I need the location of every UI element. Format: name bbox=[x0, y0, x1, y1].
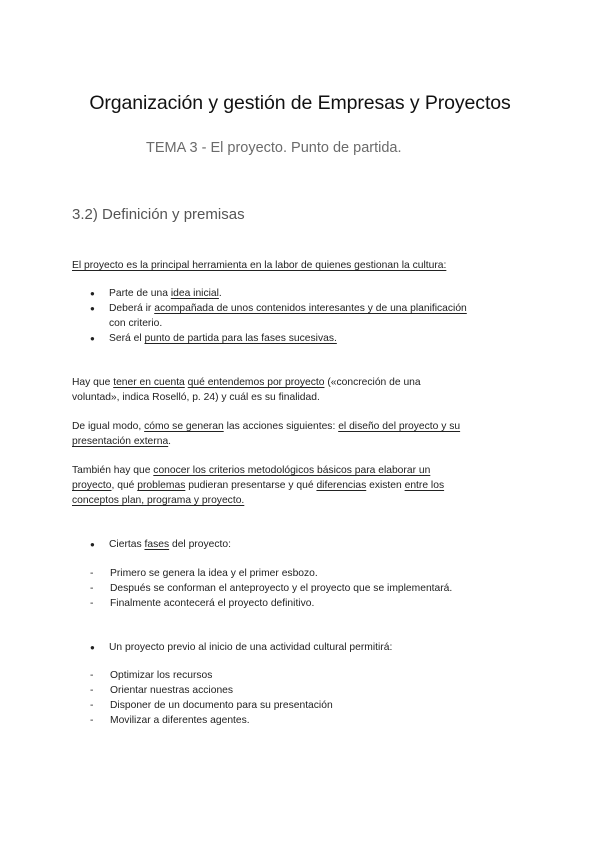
underlined-text: conocer los criterios metodológicos básicos para elaborar un bbox=[153, 465, 431, 476]
phases-bullet bbox=[90, 537, 530, 552]
underlined-text: proyecto bbox=[72, 480, 112, 491]
dash-marker: - bbox=[90, 598, 94, 609]
item-text: Movilizar a diferentes agentes. bbox=[110, 715, 250, 726]
underlined-text: el diseño del proyecto y su bbox=[338, 421, 461, 432]
item-underlined-text: acompañada de unos contenidos interesantes y de una planificación bbox=[154, 303, 467, 314]
item-underlined-text: punto de partida para las fases sucesivas. bbox=[144, 333, 337, 344]
dash-marker: - bbox=[90, 700, 94, 711]
list-item bbox=[90, 683, 530, 698]
text-line: voluntad», indica Roselló, p. 24) y cuál es su finalidad. bbox=[72, 392, 320, 403]
list-item bbox=[90, 301, 530, 316]
dash-marker: - bbox=[90, 715, 94, 726]
paragraph-2 bbox=[72, 419, 532, 449]
text: También hay que bbox=[72, 465, 154, 476]
item-text: Deberá ir bbox=[109, 303, 155, 314]
document-title: Organización y gestión de Empresas y Proyectos bbox=[89, 92, 511, 114]
item-text: Disponer de un documento para su presentación bbox=[110, 700, 333, 711]
text: («concreción de una bbox=[324, 377, 421, 388]
text: , qué bbox=[111, 480, 138, 491]
underlined-text: presentación externa bbox=[72, 436, 169, 447]
item-text-end: . bbox=[218, 288, 222, 299]
text: pudieran presentarse y qué bbox=[185, 480, 317, 491]
benefits-dash-list bbox=[90, 668, 530, 728]
phases-dash-list bbox=[90, 566, 530, 611]
list-item bbox=[90, 713, 530, 728]
list-item bbox=[90, 640, 530, 655]
list-item bbox=[90, 596, 530, 611]
dash-marker: - bbox=[90, 670, 94, 681]
bullet-marker: ● bbox=[90, 540, 95, 549]
item-text-end: del proyecto: bbox=[169, 539, 231, 550]
text: De igual modo, bbox=[72, 421, 145, 432]
bullet-marker: ● bbox=[90, 334, 95, 343]
paragraph-1 bbox=[72, 375, 532, 405]
paragraph-3 bbox=[72, 463, 532, 508]
text: . bbox=[168, 436, 172, 447]
text: Hay que bbox=[72, 377, 114, 388]
list-item bbox=[90, 668, 530, 683]
underlined-text: cómo se generan bbox=[144, 421, 224, 432]
item-text: Un proyecto previo al inicio de una actividad cultural permitirá: bbox=[109, 642, 393, 653]
intro-text: El proyecto es la principal herramienta en la labor de quienes gestionan la cultura: bbox=[72, 260, 447, 271]
underlined-text: problemas bbox=[137, 480, 186, 491]
list-item bbox=[90, 537, 530, 552]
text: existen bbox=[366, 480, 405, 491]
underlined-text-line: conceptos plan, programa y proyecto. bbox=[72, 495, 245, 506]
item-text: Optimizar los recursos bbox=[110, 670, 213, 681]
underlined-text: entre los bbox=[404, 480, 445, 491]
underlined-text: qué entendemos por proyecto bbox=[187, 377, 325, 388]
bullet-marker: ● bbox=[90, 643, 95, 652]
bullet-marker: ● bbox=[90, 304, 95, 313]
document-subtitle: TEMA 3 - El proyecto. Punto de partida. bbox=[146, 140, 402, 156]
section-heading: 3.2) Definición y premisas bbox=[72, 206, 245, 223]
underlined-text: tener en cuenta bbox=[113, 377, 185, 388]
dash-marker: - bbox=[90, 583, 94, 594]
item-text: Orientar nuestras acciones bbox=[110, 685, 234, 696]
list-item bbox=[90, 566, 530, 581]
item-underlined-text: fases bbox=[144, 539, 170, 550]
benefits-bullet bbox=[90, 640, 530, 655]
dash-marker: - bbox=[90, 568, 94, 579]
list-item bbox=[90, 286, 530, 301]
item-text: Ciertas bbox=[109, 539, 145, 550]
list-item-continuation bbox=[90, 316, 530, 331]
list-item bbox=[90, 698, 530, 713]
item-underlined-text: idea inicial bbox=[170, 288, 219, 299]
item-text: Será el bbox=[109, 333, 145, 344]
list-item bbox=[90, 331, 530, 346]
intro-bullet-list bbox=[90, 286, 530, 346]
item-text: Finalmente acontecerá el proyecto definitivo. bbox=[110, 598, 315, 609]
bullet-marker: ● bbox=[90, 289, 95, 298]
underlined-text: diferencias bbox=[316, 480, 367, 491]
item-text: con criterio. bbox=[109, 318, 163, 329]
text: las acciones siguientes: bbox=[223, 421, 339, 432]
item-text: Después se conforman el anteproyecto y el proyecto que se implementará. bbox=[110, 583, 453, 594]
list-item bbox=[90, 581, 530, 596]
item-text: Primero se genera la idea y el primer esbozo. bbox=[110, 568, 318, 579]
dash-marker: - bbox=[90, 685, 94, 696]
item-text: Parte de una bbox=[109, 288, 171, 299]
